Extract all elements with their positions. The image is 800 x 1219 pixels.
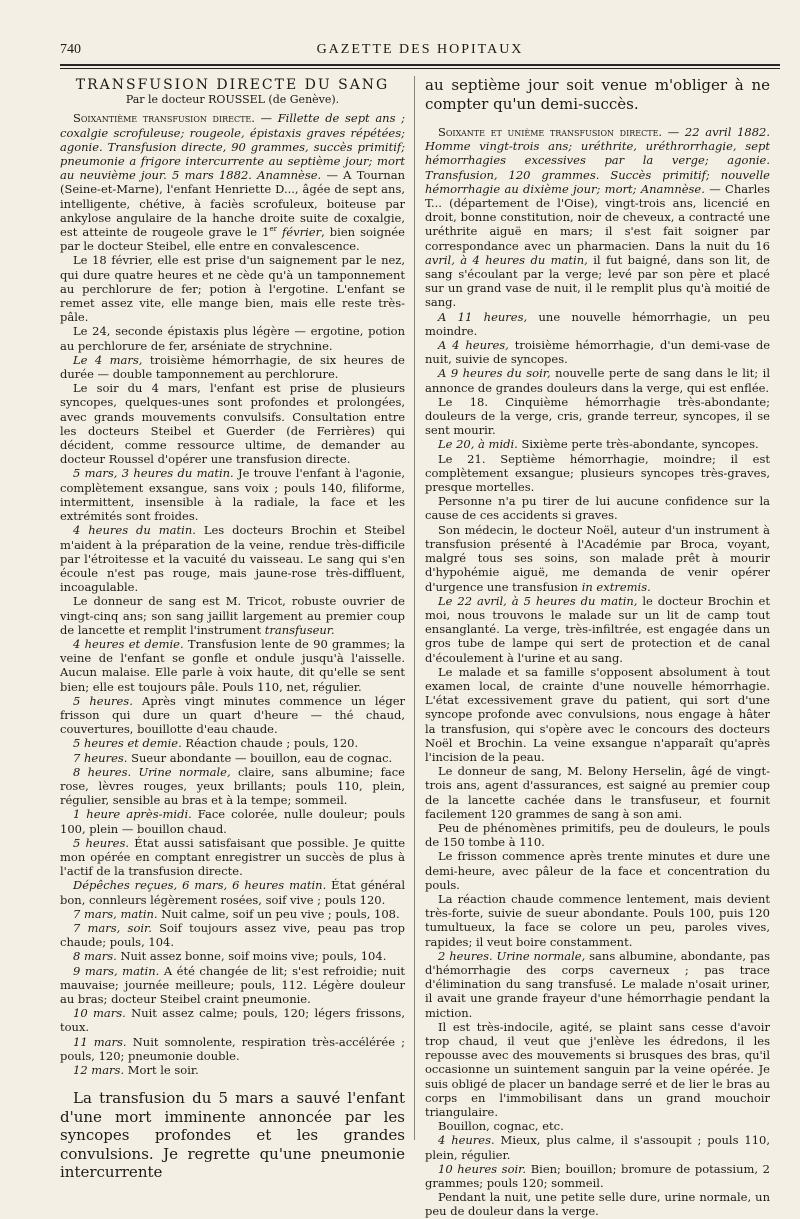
header-rule-thick <box>60 64 780 66</box>
page-header <box>60 42 780 64</box>
article-byline: Par le docteur ROUSSEL (de Genève). <box>125 93 340 107</box>
entry-text: une nouvelle hémorrhagie, un peu moindre. <box>425 309 770 338</box>
paragraph <box>60 836 405 879</box>
case-60-summary <box>60 111 405 253</box>
paragraph: Le donneur de sang, M. Belony Herselin, âgé de vingt-trois ans, agent d'assurances, est saigné au premier coup de la lancette cachée dans le transfuseur, et fournit facilement 120 grammes de sang à son ami. <box>425 764 770 821</box>
entry-date: 4 heures et demie. <box>73 636 184 651</box>
entry-date: Le 20, à midi. <box>438 437 518 452</box>
entry-text: Nuit somnolente, respiration très-accélérée ; pouls, 120; pneumonie double. <box>60 1034 406 1063</box>
entry-date: 5 heures. <box>73 835 130 850</box>
paragraph: Le soir du 4 mars, l'enfant est prise de plusieurs syncopes, quelques-unes sont profondes et prolongées, avec grands mouvements convulsifs. Consultation entre les docteurs Steibel et Guerder (de Ferrières) qui décident, comme ressource ultime, de demander au docteur Roussel d'opérer une transfusion directe. <box>60 381 405 467</box>
entry-date: 2 heures. Urine normale, <box>438 948 586 963</box>
case-61-anamnese-date: avril, à 4 heures du matin, <box>425 252 588 267</box>
paragraph <box>425 1162 770 1190</box>
paragraph <box>60 765 405 808</box>
case-60-summary-text: — Fillette de sept ans ; coxalgie scrofuleuse; rougeole, épistaxis graves répétées; agonie. Transfusion directe, 90 grammes, succès primitif; pneumonie a frigore intercurrente au septième jour; mort au neuvième jour. 5 mars 1882. <box>60 111 405 183</box>
paragraph <box>60 1006 405 1034</box>
entry-date: 5 heures. <box>73 693 133 708</box>
entry-date: 1 heure après-midi. <box>73 807 192 822</box>
entry-date: 10 heures soir. <box>438 1161 527 1176</box>
entry-text: État aussi satisfaisant que possible. Je quitte mon opérée en comptant enregistrer un succès de plus à l'actif de la transfusion directe. <box>60 835 405 879</box>
paragraph <box>60 921 405 949</box>
entry-text: Après vingt minutes commence un léger frisson qui dure un quart d'heure — thé chaud, couvertures, bouillotte d'eau chaude. <box>60 693 406 737</box>
entry-date: 8 heures. Urine normale, <box>73 764 231 779</box>
paragraph <box>60 466 405 523</box>
entry-date: 9 mars, matin. <box>73 963 160 978</box>
entry-date: 11 mars. <box>73 1034 127 1049</box>
case-61-summary <box>425 125 770 310</box>
entry-date: 7 mars, matin. <box>73 906 158 921</box>
paragraph <box>60 694 405 737</box>
paragraph <box>60 878 405 906</box>
superscript-er: er <box>269 225 277 234</box>
entry-date: 4 heures du matin. <box>73 523 196 538</box>
entry-date: Dépêches reçues, 6 mars, 6 heures matin. <box>73 878 327 893</box>
entry-text: Les docteurs Brochin et Steibel m'aident à la préparation de la veine, rendue très-difficile par l'étroitesse et la vacuité du vaisseau. Le sang qui s'en écoule n'est pas rouge, mais jaune-rose très-diffluent, incoagulable. <box>60 523 406 595</box>
paragraph: Il est très-indocile, agité, se plaint sans cesse d'avoir trop chaud, il veut que j'enlève les édredons, il les repousse avec des mouvements si brusques des bras, qu'il occasionne un suintement sanguin par la veine opérée. Je suis obligé de placer un bandage serré et de lier le bras au corps en l'immobilisant dans un grand mouchoir triangulaire. <box>425 1019 770 1120</box>
paragraph <box>425 310 770 338</box>
entry-text: Transfusion lente de 90 grammes; la veine de l'enfant se gonfle et ondule jusqu'à l'aisselle. Aucun malaise. Elle parle à voix haute, dit qu'elle se sent bien; elle est toujours pâle. Pouls 110, net, régulier. <box>60 636 405 694</box>
paragraph: Bouillon, cognac, etc. <box>438 1119 564 1134</box>
paragraph <box>60 637 405 694</box>
header-rule-thin <box>60 68 780 69</box>
paragraph <box>60 1035 405 1063</box>
entry-emphasis: transfuseur. <box>264 622 335 637</box>
case-61-summary-text: — 22 avril 1882. Homme vingt-trois ans; uréthrite, uréthrorrhagie, sept hémorrhagies excessives par la verge; agonie. Transfusion, 120 grammes. Succès primitif; nouvelle hémorrhagie au dixième jour; mort; <box>425 125 771 196</box>
paragraph <box>60 964 405 1007</box>
paragraph: Pendant la nuit, une petite selle dure, urine normale, un peu de douleur dans la verge. <box>425 1190 770 1219</box>
paragraph <box>60 751 405 765</box>
entry-date: 7 heures. <box>73 750 128 765</box>
entry-text: Mort le soir. <box>124 1063 199 1078</box>
paragraph <box>425 366 770 394</box>
entry-text: Je trouve l'enfant à l'agonie, complètement exsangue, sans voix ; pouls 140, filiforme, intermittent, insensible à la radiale, la face et les extrémités sont froides. <box>60 466 405 524</box>
paragraph: La réaction chaude commence lentement, mais devient très-forte, suivie de sueur abondante. Pouls 100, puis 120 tumultueux, la face se colore un peu, paroles vives, rapides; il veut boire constamment. <box>425 891 770 949</box>
entry-text: A été changée de lit; s'est refroidie; nuit mauvaise; journée meilleure; pouls, 112. Légère douleur au bras; docteur Steibel craint pneumonie. <box>60 963 405 1006</box>
paragraph <box>425 594 770 665</box>
paragraph <box>60 949 405 963</box>
paragraph <box>60 594 405 637</box>
entry-text: Mieux, plus calme, il s'assoupit ; pouls 110, plein, régulier. <box>425 1133 770 1162</box>
entry-text: État général bon, connleurs légèrement rosées, soif vive ; pouls 120. <box>60 878 405 907</box>
case-61-label: Soixante et unième transfusion directe. <box>438 125 663 139</box>
anamnese-label: Anamnèse. <box>257 168 322 183</box>
case-60-anamnese-text: — A Tournan (Seine-et-Marne), l'enfant Henriette D..., âgée de sept ans, intelligente, chétive, à faciès scrofuleux, boiteuse par ankylose angulaire de la hanche droite suite de coxalgie, est atteinte de rougeole grave le 1 <box>60 168 405 240</box>
paragraph: Le malade et sa famille s'opposent absolument à tout examen local, de crainte d'une nouvelle hémorrhagie. L'état excessivement grave du patient, qui sort d'une syncope profonde avec convulsions, nous engage à hâter la transfusion, qui s'opère avec le concours des docteurs Noël et Brochin. La veine exsangue n'apparaît qu'après l'incision de la peau. <box>425 664 770 764</box>
entry-date: A 9 heures du soir, <box>438 366 551 381</box>
paragraph <box>60 523 405 594</box>
entry-text: le docteur Brochin et moi, nous trouvons le malade sur un lit de camp tout ensanglanté. La verge, très-infiltrée, est engagée dans un gros tube de lampe qui sert de protection et de canal d'écoulement à l'urine et au sang. <box>425 593 770 665</box>
right-column <box>425 76 770 1219</box>
entry-date: 7 mars, soir. <box>73 920 152 935</box>
entry-emphasis: in extremis. <box>581 579 651 594</box>
entry-text: Face colorée, nulle douleur; pouls 100, plein — bouillon chaud. <box>60 807 405 836</box>
paragraph: Le 18 février, elle est prise d'un saignement par le nez, qui dure quatre heures et ne cède qu'à un tamponnement au perchlorure de fer; potion à l'ergotine. L'enfant se remet assez vite, elle mange bien, mais elle reste très-pâle. <box>60 253 405 325</box>
left-column <box>60 76 405 1182</box>
case-60-label: Soixantième transfusion directe. <box>73 111 255 126</box>
entry-text: troisième hémorrhagie, de six heures de durée — double tamponnement au perchlorure. <box>60 352 405 382</box>
paragraph <box>425 523 770 594</box>
entry-date: 10 mars. <box>73 1006 126 1021</box>
entry-text: Soif toujours assez vive, peau pas trop chaude; pouls, 104. <box>60 920 405 950</box>
entry-date: 4 heures. <box>438 1133 495 1148</box>
paragraph <box>60 1063 405 1077</box>
entry-text: Son médecin, le docteur Noël, auteur d'un instrument à transfusion présenté à l'Académie par Broca, voyant, malgré tous ses soins, son malade prêt à mourir d'hypohémie aiguë, me demanda de venir opérer d'urgence une transfusion <box>425 522 770 594</box>
entry-date: Le 4 mars, <box>73 352 143 367</box>
entry-date: 5 heures et demie. <box>73 736 182 751</box>
entry-text: Sueur abondante — bouillon, eau de cognac. <box>127 750 393 765</box>
entry-text: Réaction chaude ; pouls, 120. <box>181 736 359 751</box>
paragraph: Le frisson commence après trente minutes et dure une demi-heure, avec pâleur de la face et concentration du pouls. <box>425 849 770 892</box>
entry-date: 8 mars. <box>73 949 117 964</box>
paragraph <box>60 807 405 835</box>
paragraph <box>425 1133 770 1161</box>
anamnese-label: Anamnèse. <box>640 181 705 196</box>
entry-date: 12 mars. <box>73 1063 125 1078</box>
paragraph <box>60 907 405 921</box>
page-number: 740 <box>60 42 81 57</box>
paragraph: Personne n'a pu tirer de lui aucune confidence sur la cause de ces accidents si graves. <box>425 494 770 523</box>
case-61-anamnese-text: — Charles T... (département de l'Oise), vingt-trois ans, licencié en droit, bonne constitution, noir de cheveux, a contracté une uréthrite aiguë en mars; il s'est fait soigner par correspondance avec un pharmacien. Dans la nuit du 16 <box>425 181 770 253</box>
paragraph: Le 24, seconde épistaxis plus légère — ergotine, potion au perchlorure de fer, arséniate de strychnine. <box>60 324 405 353</box>
entry-date: 5 mars, 3 heures du matin. <box>73 466 234 481</box>
entry-text: claire, sans albumine; face rose, lèvres rouges, yeux brillants; pouls 110, plein, régulier, sensible au bras et à la tempe; sommeil. <box>60 764 405 808</box>
entry-text: troisième hémorrhagie, d'un demi-vase de nuit, suivie de syncopes. <box>425 338 770 367</box>
entry-text: sans albumine, abondante, pas d'hémorrhagie des corps caverneux ; pas trace d'élimination du sang transfusé. Le malade n'osait uriner, il avait une grande frayeur d'une hémorrhagie pendant la miction. <box>425 948 770 1020</box>
entry-text: Le donneur de sang est M. Tricot, robuste ouvrier de vingt-cinq ans; son sang jaillit largement au premier coup de lancette et remplit l'instrument <box>60 594 405 637</box>
case-60-anamnese-date: février <box>276 225 322 240</box>
conclusion-continued: au septième jour soit venue m'obliger à ne compter qu'un demi-succès. <box>425 76 770 113</box>
entry-date: A 11 heures, <box>438 309 528 324</box>
article-title: TRANSFUSION DIRECTE DU SANG <box>75 77 390 93</box>
entry-text: Nuit calme, soif un peu vive ; pouls, 108. <box>157 906 400 921</box>
column-divider <box>414 76 415 1140</box>
paragraph: Peu de phénomènes primitifs, peu de douleurs, le pouls de 150 tombe à 110. <box>425 820 770 850</box>
entry-text: Bien; bouillon; bromure de potassium, 2 grammes; pouls 120; sommeil. <box>425 1161 770 1191</box>
entry-text: Sixième perte très-abondante, syncopes. <box>517 437 759 452</box>
case-61-anamnese-end: il fut baigné, dans son lit, de sang s'écoulant par la verge; levé par son père et placé sur un grand vase de nuit, il le remplit plus qu'à moitié de sang. <box>425 252 770 310</box>
entry-date: A 4 heures, <box>438 338 509 353</box>
paragraph <box>425 338 770 366</box>
paragraph <box>60 353 405 381</box>
journal-title: GAZETTE DES HOPITAUX <box>316 42 524 57</box>
entry-text: Nuit assez calme; pouls, 120; légers frissons, toux. <box>60 1006 405 1035</box>
paragraph: Le 21. Septième hémorrhagie, moindre; il est complètement exsangue; plusieurs syncopes très-graves, presque mortelles. <box>425 451 770 495</box>
paragraph <box>425 949 770 1020</box>
paragraph <box>425 437 770 451</box>
entry-text: Nuit assez bonne, soif moins vive; pouls, 104. <box>116 949 387 964</box>
entry-text: nouvelle perte de sang dans le lit; il annonce de grandes douleurs dans la verge, qui est enflée. <box>425 366 770 395</box>
case-60-anamnese-end: , bien soignée par le docteur Steibel, elle entre en convalescence. <box>60 225 405 254</box>
paragraph: Le 18. Cinquième hémorrhagie très-abondante; douleurs de la verge, cris, grande terreur, syncopes, il se sent mourir. <box>425 394 770 438</box>
entry-date: Le 22 avril, à 5 heures du matin, <box>438 593 638 608</box>
paragraph <box>60 736 405 750</box>
conclusion-paragraph: La transfusion du 5 mars a sauvé l'enfant d'une mort imminente annoncée par les syncopes profondes et les grandes convulsions. Je regrette qu'une pneumonie intercurrente <box>60 1089 405 1182</box>
